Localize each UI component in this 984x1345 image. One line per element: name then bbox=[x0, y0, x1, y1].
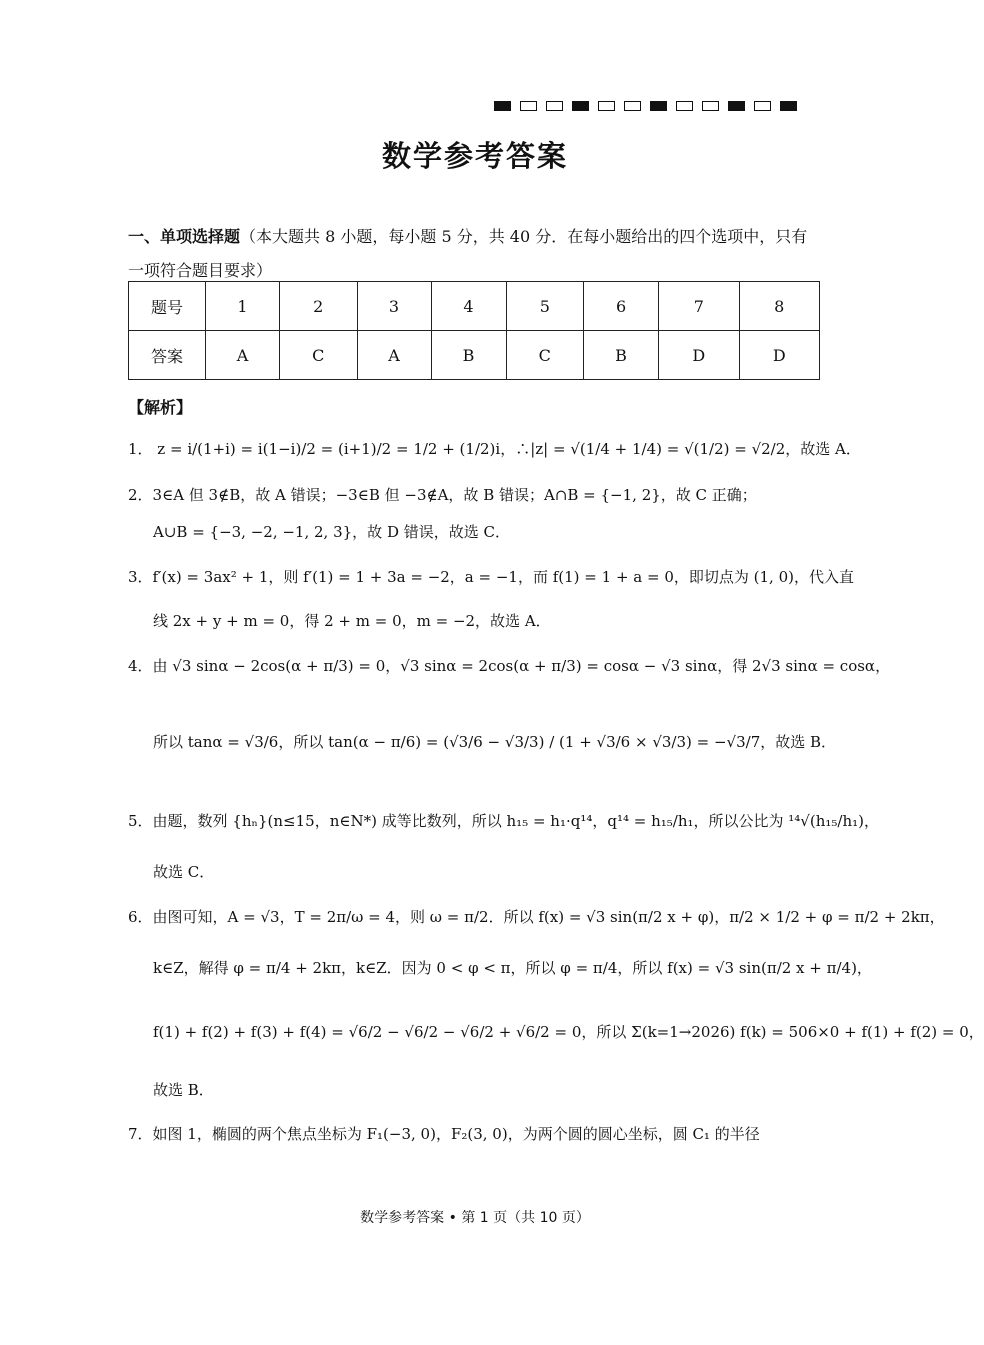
table-cell: A bbox=[206, 331, 280, 380]
empty-square-mark bbox=[754, 101, 771, 111]
solution-line-1: 1． z = i/(1+i) = i(1−i)/2 = (i+1)/2 = 1/2 + (1/2)i，∴|z| = √(1/4 + 1/4) = √(1/2) = √2/2，故选 A． bbox=[128, 440, 861, 458]
table-cell: 1 bbox=[206, 282, 280, 331]
table-cell: D bbox=[659, 331, 739, 380]
solution-line-2-cont: A∪B = {−3, −2, −1, 2, 3}，故 D 错误，故选 C． bbox=[153, 523, 510, 541]
filled-square-mark bbox=[494, 101, 511, 111]
table-cell: B bbox=[584, 331, 659, 380]
analysis-label: 【解析】 bbox=[128, 398, 193, 417]
solution-line-3: 3．f′(x) = 3ax² + 1，则 f′(1) = 1 + 3a = −2，a = −1，而 f(1) = 1 + a = 0，即切点为 (1, 0)，代入直 bbox=[128, 568, 854, 586]
solution-line-3-cont: 线 2x + y + m = 0，得 2 + m = 0，m = −2，故选 A． bbox=[153, 612, 551, 630]
solution-line-2: 2．3∈A 但 3∉B，故 A 错误；−3∈B 但 −3∉A，故 B 错误；A∩B = {−1, 2}，故 C 正确； bbox=[128, 486, 757, 504]
row-label: 答案 bbox=[129, 331, 206, 380]
table-cell: D bbox=[739, 331, 820, 380]
table-cell: 7 bbox=[659, 282, 739, 331]
section-title: 一、单项选择题 bbox=[128, 227, 241, 246]
solution-line-5: 5．由题，数列 {hₙ}(n≤15，n∈N*) 成等比数列，所以 h₁₅ = h₁·q¹⁴，q¹⁴ = h₁₅/h₁，所以公比为 ¹⁴√(h₁₅/h₁)， bbox=[128, 812, 879, 830]
table-row-answers bbox=[129, 331, 820, 380]
table-cell: 6 bbox=[584, 282, 659, 331]
empty-square-mark bbox=[702, 101, 719, 111]
solution-line-6-cont2: f(1) + f(2) + f(3) + f(4) = √6/2 − √6/2 − √6/2 + √6/2 = 0，所以 Σ(k=1→2026) f(k) = 506×0 + f(1) + f(2) = 0， bbox=[153, 1023, 984, 1041]
filled-square-mark bbox=[728, 101, 745, 111]
solution-line-4-cont: 所以 tanα = √3/6，所以 tan(α − π/6) = (√3/6 − √3/3) / (1 + √3/6 × √3/3) = −√3/7，故选 B． bbox=[153, 733, 837, 751]
filled-square-mark bbox=[650, 101, 667, 111]
table-cell: A bbox=[357, 331, 431, 380]
table-cell: 5 bbox=[506, 282, 584, 331]
row-label: 题号 bbox=[129, 282, 206, 331]
empty-square-mark bbox=[520, 101, 537, 111]
table-cell: 2 bbox=[280, 282, 358, 331]
page-title: 数学参考答案 bbox=[381, 139, 568, 173]
table-cell: 4 bbox=[431, 282, 506, 331]
solution-line-6-cont3: 故选 B． bbox=[153, 1081, 214, 1099]
table-cell: C bbox=[280, 331, 358, 380]
table-cell: 8 bbox=[739, 282, 820, 331]
filled-square-mark bbox=[572, 101, 589, 111]
solution-line-5-cont: 故选 C． bbox=[153, 863, 215, 881]
filled-square-mark bbox=[780, 101, 797, 111]
answer-table bbox=[128, 281, 820, 380]
table-row-numbers bbox=[129, 282, 820, 331]
table-cell: B bbox=[431, 331, 506, 380]
section-description: （本大题共 8 小题，每小题 5 分，共 40 分．在每小题给出的四个选项中，只有一项符合题目要求） bbox=[128, 227, 808, 280]
empty-square-mark bbox=[546, 101, 563, 111]
table-cell: C bbox=[506, 331, 584, 380]
solution-line-4: 4．由 √3 sinα − 2cos(α + π/3) = 0，√3 sinα = 2cos(α + π/3) = cosα − √3 sinα，得 2√3 sinα = cosα， bbox=[128, 657, 891, 675]
solution-line-6: 6．由图可知，A = √3，T = 2π/ω = 4，则 ω = π/2．所以 f(x) = √3 sin(π/2 x + φ)，π/2 × 1/2 + φ = π/2 + 2kπ， bbox=[128, 908, 945, 926]
empty-square-mark bbox=[676, 101, 693, 111]
page-footer: 数学参考答案 • 第 1 页（共 10 页） bbox=[360, 1210, 590, 1226]
section-heading bbox=[128, 220, 822, 288]
table-cell: 3 bbox=[357, 282, 431, 331]
corner-marks bbox=[494, 101, 797, 111]
empty-square-mark bbox=[624, 101, 641, 111]
solution-line-7: 7．如图 1，椭圆的两个焦点坐标为 F₁(−3, 0)，F₂(3, 0)，为两个圆的圆心坐标，圆 C₁ 的半径 bbox=[128, 1125, 760, 1143]
empty-square-mark bbox=[598, 101, 615, 111]
solution-line-6-cont: k∈Z，解得 φ = π/4 + 2kπ，k∈Z．因为 0 < φ < π，所以 φ = π/4，所以 f(x) = √3 sin(π/2 x + π/4)， bbox=[153, 959, 872, 977]
